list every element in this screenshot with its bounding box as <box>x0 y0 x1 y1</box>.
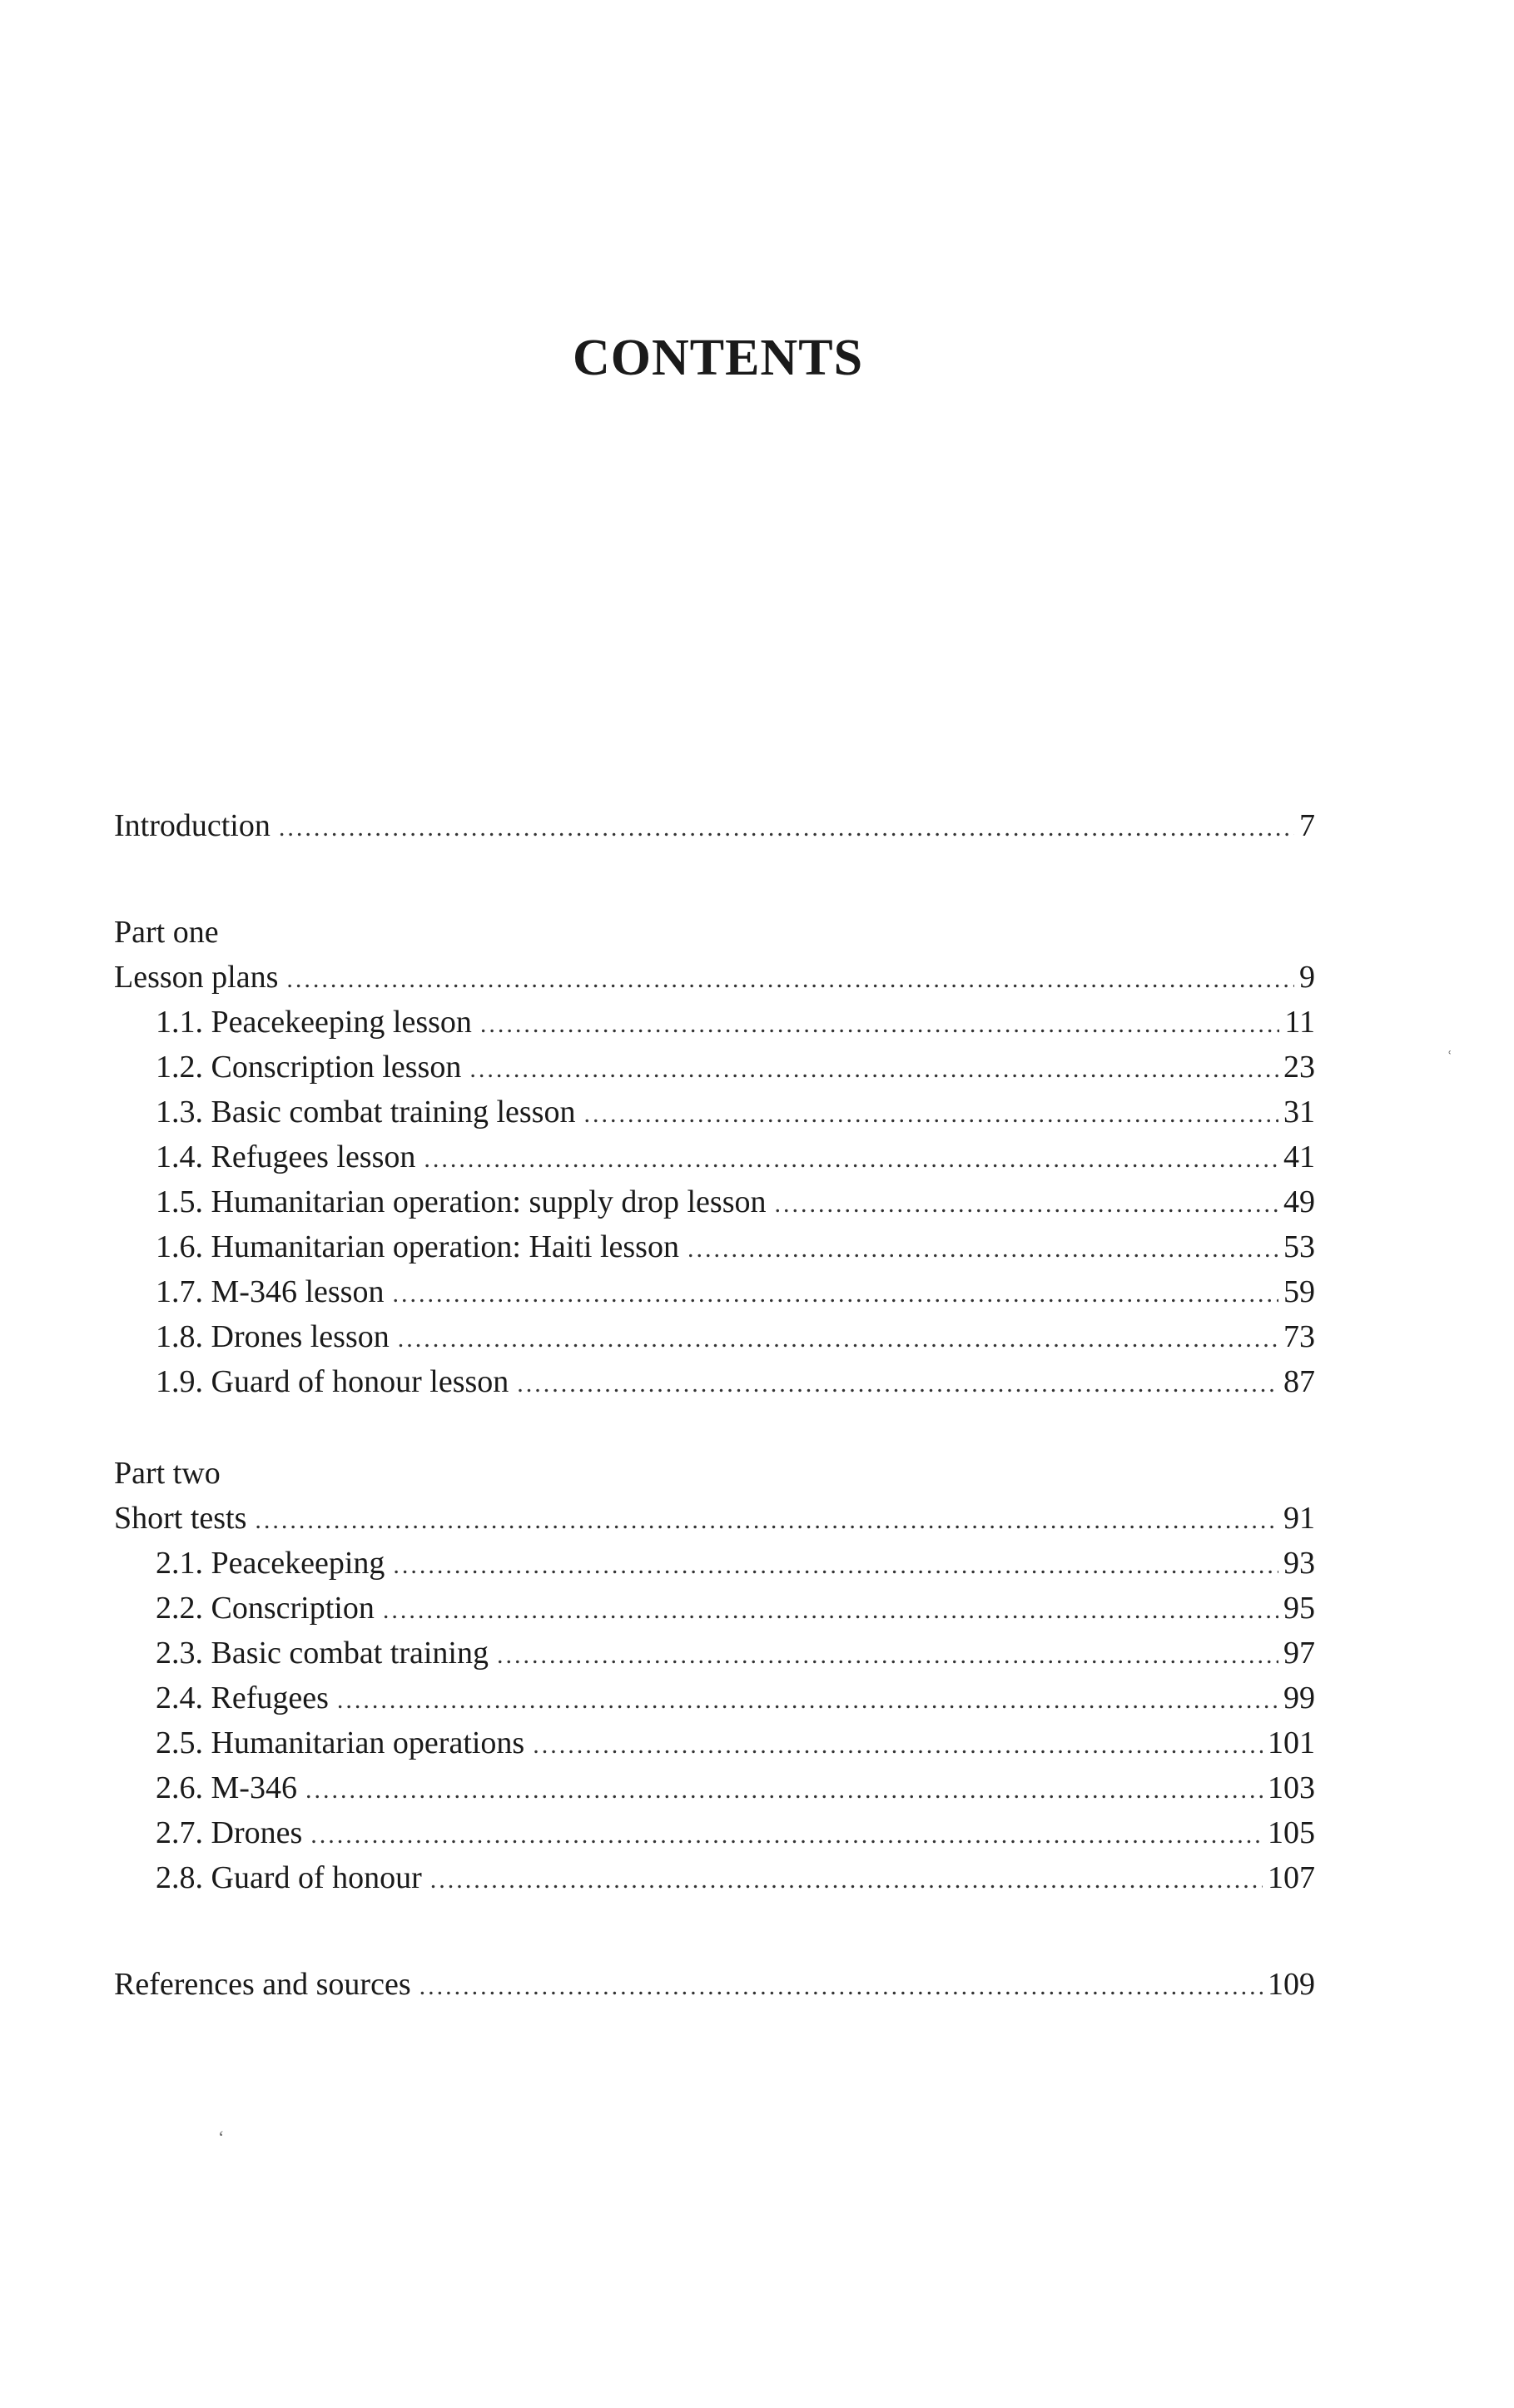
toc-subentry <box>114 1179 1315 1224</box>
toc-entry-label: Short tests <box>114 1501 247 1536</box>
dot-leader <box>775 1182 1279 1224</box>
toc-entry-page: 107 <box>1268 1860 1315 1895</box>
toc-entry-page: 101 <box>1268 1725 1315 1760</box>
toc-entry-introduction <box>114 803 1315 848</box>
dot-leader <box>469 1047 1278 1090</box>
toc-entry-page: 87 <box>1283 1364 1315 1399</box>
toc-subentry <box>114 1090 1315 1134</box>
toc-subentry <box>114 1720 1315 1765</box>
toc-subentry <box>114 1359 1315 1404</box>
dot-leader <box>392 1272 1278 1314</box>
toc-entry-label: 2.5. Humanitarian operations <box>156 1725 525 1760</box>
page-title: CONTENTS <box>572 330 864 386</box>
toc-subentry <box>114 1810 1315 1855</box>
toc-entry-page: 53 <box>1283 1229 1315 1264</box>
toc-entry-label: 1.3. Basic combat training lesson <box>156 1095 576 1130</box>
toc-entry-label: 2.8. Guard of honour <box>156 1860 422 1895</box>
toc-entry-label: 2.3. Basic combat training <box>156 1636 489 1671</box>
dot-leader <box>419 1964 1263 2007</box>
toc-entry-short-tests <box>114 1496 1315 1541</box>
toc-entry-label: 1.5. Humanitarian operation: supply drop lesson <box>156 1184 767 1219</box>
toc-entry-page: 97 <box>1283 1636 1315 1671</box>
toc-subentry <box>114 1000 1315 1045</box>
table-of-contents <box>114 803 1315 2007</box>
toc-entry-page: 73 <box>1283 1319 1315 1354</box>
dot-leader <box>255 1498 1278 1541</box>
toc-subentry <box>114 1224 1315 1269</box>
dot-leader <box>688 1227 1278 1269</box>
toc-subentry <box>114 1631 1315 1676</box>
toc-entry-label: 2.1. Peacekeeping <box>156 1546 385 1581</box>
toc-subentry <box>114 1586 1315 1631</box>
toc-entry-label: 2.4. Refugees <box>156 1681 329 1715</box>
part-two-heading: Part two <box>114 1456 221 1491</box>
dot-leader <box>424 1137 1278 1179</box>
dot-leader <box>279 806 1294 848</box>
toc-subentry <box>114 1269 1315 1314</box>
dot-leader <box>310 1813 1263 1855</box>
toc-entry-label: 1.4. Refugees lesson <box>156 1139 416 1174</box>
toc-entry-label: Introduction <box>114 808 271 843</box>
part-one-heading: Part one <box>114 915 219 950</box>
toc-subentry <box>114 1314 1315 1359</box>
dot-leader <box>286 957 1294 1000</box>
toc-entry-page: 9 <box>1299 960 1315 995</box>
scan-speck: ‘ <box>218 2127 225 2147</box>
dot-leader <box>497 1633 1278 1676</box>
toc-entry-label: 2.2. Conscription <box>156 1591 375 1626</box>
toc-entry-label: 1.6. Humanitarian operation: Haiti lesson <box>156 1229 679 1264</box>
dot-leader <box>398 1317 1278 1359</box>
toc-entry-label: 1.1. Peacekeeping lesson <box>156 1005 472 1040</box>
toc-entry-page: 103 <box>1268 1770 1315 1805</box>
dot-leader <box>517 1362 1278 1404</box>
toc-subentry <box>114 1045 1315 1090</box>
toc-entry-page: 59 <box>1283 1274 1315 1309</box>
toc-entry-lesson-plans <box>114 955 1315 1000</box>
dot-leader <box>583 1092 1278 1134</box>
toc-entry-label: 1.7. M-346 lesson <box>156 1274 385 1309</box>
dot-leader <box>383 1588 1278 1631</box>
dot-leader <box>305 1768 1263 1810</box>
toc-entry-label: Lesson plans <box>114 960 279 995</box>
toc-entry-page: 23 <box>1283 1050 1315 1085</box>
toc-subentry <box>114 1855 1315 1900</box>
toc-entry-label: 2.6. M-346 <box>156 1770 297 1805</box>
toc-entry-page: 91 <box>1283 1501 1315 1536</box>
toc-entry-label: References and sources <box>114 1967 411 2002</box>
toc-entry-label: 1.2. Conscription lesson <box>156 1050 462 1085</box>
toc-entry-page: 7 <box>1299 808 1315 843</box>
toc-entry-page: 105 <box>1268 1815 1315 1850</box>
toc-entry-page: 31 <box>1283 1095 1315 1130</box>
toc-entry-label: 1.8. Drones lesson <box>156 1319 390 1354</box>
toc-entry-page: 41 <box>1283 1139 1315 1174</box>
toc-subentry <box>114 1765 1315 1810</box>
toc-entry-page: 93 <box>1283 1546 1315 1581</box>
dot-leader <box>393 1543 1278 1586</box>
toc-entry-label: 1.9. Guard of honour lesson <box>156 1364 509 1399</box>
dot-leader <box>533 1723 1263 1765</box>
toc-entry-page: 11 <box>1284 1005 1315 1040</box>
toc-subentry <box>114 1134 1315 1179</box>
toc-subentry <box>114 1541 1315 1586</box>
toc-subentry <box>114 1676 1315 1720</box>
toc-entry-page: 95 <box>1283 1591 1315 1626</box>
scan-speck: ʿ <box>1447 1047 1453 1068</box>
toc-entry-references <box>114 1962 1315 2007</box>
dot-leader <box>430 1858 1263 1900</box>
toc-entry-page: 99 <box>1283 1681 1315 1715</box>
toc-entry-page: 49 <box>1283 1184 1315 1219</box>
dot-leader <box>337 1678 1278 1720</box>
toc-entry-label: 2.7. Drones <box>156 1815 303 1850</box>
toc-entry-page: 109 <box>1268 1967 1315 2002</box>
dot-leader <box>480 1002 1280 1045</box>
